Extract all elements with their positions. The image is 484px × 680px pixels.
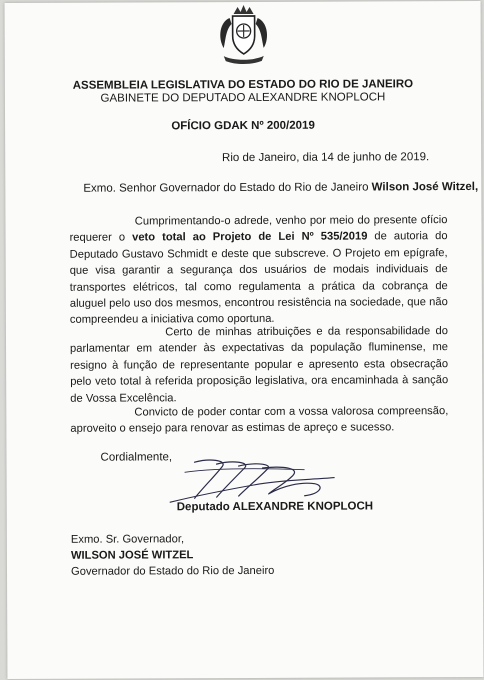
- signer-name: Deputado ALEXANDRE KNOPLOCH: [176, 500, 374, 514]
- paragraph-2-text: Certo de minhas atribuições e da responsabilidade do parlamentar em atender às expectativas da população fluminense, me resigno à função de representante popular e apresento esta obsecração pelo veto total à referida proposição legislativa, ora encaminhada à sanção de Vossa Excelência.: [70, 325, 449, 405]
- body-paragraph-3: [70, 403, 448, 437]
- paragraph-1-rest: de autoria do Deputado Gustavo Schmidt e deste que subscreve. O Projeto em epígrafe, que visa garantir a segurança dos usuários de modais individuais de transportes elétricos, tal como regulamenta a prática da cobrança de aluguel pelo uso dos mesmos, encontrou resistência na sociedade, que não compreendeu a iniciativa como oportuna.: [69, 230, 448, 327]
- addressee-name: WILSON JOSÉ WITZEL: [70, 549, 194, 562]
- closing: Cordialmente,: [100, 451, 173, 464]
- salutation: [83, 181, 478, 195]
- addressee-line-1: Exmo. Sr. Governador,: [70, 533, 185, 546]
- letter-page: [5, 1, 484, 679]
- salutation-name: Wilson José Witzel,: [371, 180, 479, 194]
- body-paragraph-2: [70, 323, 448, 407]
- paragraph-1-intro: Cumprimentando-o adrede, venho por meio do presente ofício requerer o: [69, 214, 448, 245]
- body-paragraph-1: [69, 212, 447, 328]
- paragraph-3-text: Convicto de poder contar com a vossa valorosa compreensão, aproveito o ensejo para renovar as estimas de apreço e sucesso.: [70, 405, 449, 436]
- document-number: OFÍCIO GDAK Nº 200/2019: [171, 119, 315, 133]
- date-line: Rio de Janeiro, dia 14 de junho de 2019.: [222, 151, 430, 165]
- institution-name: ASSEMBLEIA LEGISLATIVA DO ESTADO DO RIO DE JANEIRO: [72, 78, 414, 92]
- addressee-title: Governador do Estado do Rio de Janeiro: [70, 564, 275, 578]
- office-name: GABINETE DO DEPUTADO ALEXANDRE KNOPLOCH: [100, 91, 386, 105]
- coat-of-arms-icon: [216, 4, 272, 66]
- salutation-prefix: Exmo. Senhor Governador do Estado do Rio de Janeiro: [83, 181, 369, 195]
- paragraph-1-bold: veto total ao Projeto de Lei Nº 535/2019: [132, 230, 368, 244]
